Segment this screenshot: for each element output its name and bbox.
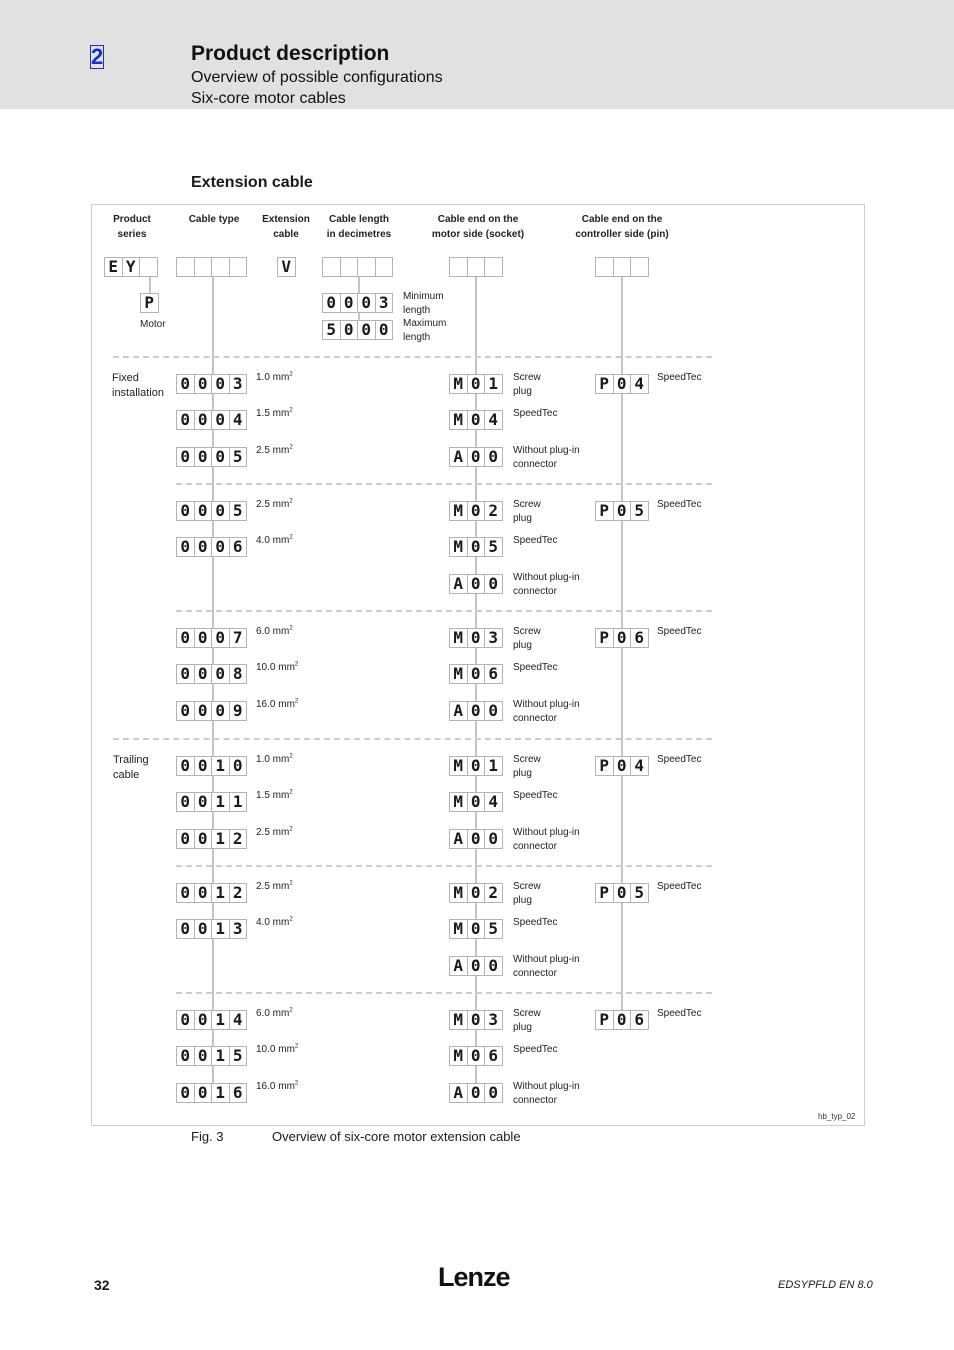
unit-superscript: 2 [294, 661, 299, 668]
cable-type-s6-r1-char-2: 0 [194, 1010, 213, 1030]
motor-end-s5-r3 [449, 956, 502, 976]
motor-end-s6-r2 [449, 1046, 502, 1066]
motor-end-s1-r1-char-3: 1 [484, 374, 503, 394]
motor-end-s3-r3-char-3: 0 [484, 701, 503, 721]
motor-end-s5-r3-char-2: 0 [467, 956, 486, 976]
column-header-product-series: Product series [113, 214, 151, 240]
cable-length-code-char-3 [357, 257, 376, 277]
cable-length-code-char-2 [340, 257, 359, 277]
cable-type-s6-r2-char-3: 1 [211, 1046, 230, 1066]
motor-end-s4-r2-char-2: 0 [467, 792, 486, 812]
motor-end-s2-r3 [449, 574, 502, 594]
header-band [0, 0, 954, 109]
cable-type-s5-r1-char-1: 0 [176, 883, 195, 903]
motor-end-s4-r2-char-3: 4 [484, 792, 503, 812]
cable-type-s4-r3-char-1: 0 [176, 829, 195, 849]
motor-end-s6-r2-char-2: 0 [467, 1046, 486, 1066]
motor-side-code-char-1 [449, 257, 468, 277]
motor-end-s5-r2-char-3: 5 [484, 919, 503, 939]
motor-end-s3-r3-char-1: A [449, 701, 468, 721]
cable-type-s1-r1-char-4: 3 [229, 374, 248, 394]
motor-end-s5-r1-char-3: 2 [484, 883, 503, 903]
cable-type-s4-r1 [176, 756, 246, 776]
cable-type-s4-r2-char-4: 1 [229, 792, 248, 812]
unit-superscript: 2 [289, 916, 293, 923]
document-reference: EDSYPFLD EN 8.0 [778, 1279, 873, 1291]
cable-type-s3-r1-char-3: 0 [211, 628, 230, 648]
controller-end-s5-char-2: 0 [613, 883, 632, 903]
motor-end-label-s1-r2: SpeedTec [513, 408, 558, 419]
controller-end-s2-char-3: 5 [630, 501, 649, 521]
cable-type-s3-r3-char-2: 0 [194, 701, 213, 721]
cable-type-s3-r3-char-1: 0 [176, 701, 195, 721]
conductor-size-s6-r1: 6.0 $mm^2$ [256, 1007, 293, 1019]
cable-type-s3-r3-char-4: 9 [229, 701, 248, 721]
controller-end-s3 [595, 628, 648, 648]
cable-type-s3-r1-char-1: 0 [176, 628, 195, 648]
motor-end-label-s2-r2: SpeedTec [513, 535, 558, 546]
controller-end-s1-char-1: P [595, 374, 614, 394]
controller-end-s5-char-1: P [595, 883, 614, 903]
motor-end-s2-r1-char-2: 0 [467, 501, 486, 521]
category-fixed-installation: Fixed installation [112, 372, 164, 399]
cable-type-code-char-2 [194, 257, 213, 277]
motor-end-s3-r2 [449, 664, 502, 684]
cable-type-s4-r2-char-1: 0 [176, 792, 195, 812]
controller-end-s3-char-2: 0 [613, 628, 632, 648]
figure-caption: Overview of six-core motor extension cable [272, 1129, 521, 1144]
motor-end-s3-r1-char-2: 0 [467, 628, 486, 648]
product-series-code-char-3 [139, 257, 158, 277]
motor-end-s3-r1 [449, 628, 502, 648]
motor-end-s5-r1-char-1: M [449, 883, 468, 903]
cable-type-s4-r3 [176, 829, 246, 849]
cable-type-s2-r1-char-2: 0 [194, 501, 213, 521]
motor-end-s4-r1-char-2: 0 [467, 756, 486, 776]
controller-end-s4-char-3: 4 [630, 756, 649, 776]
motor-end-s6-r1-char-2: 0 [467, 1010, 486, 1030]
cable-type-code-char-1 [176, 257, 195, 277]
cable-type-s1-r1-char-1: 0 [176, 374, 195, 394]
motor-end-s2-r2-char-2: 0 [467, 537, 486, 557]
conductor-size-s4-r3: 2.5 $mm^2$ [256, 826, 293, 838]
unit-superscript: 2 [289, 498, 293, 505]
cable-type-s1-r1 [176, 374, 246, 394]
motor-end-label-s6-r3: Without plug-in connector [513, 1081, 580, 1106]
cable-type-s5-r1-char-2: 0 [194, 883, 213, 903]
motor-end-s3-r1-char-1: M [449, 628, 468, 648]
conductor-size-s4-r2: 1.5 $mm^2$ [256, 789, 293, 801]
motor-end-s2-r2-char-3: 5 [484, 537, 503, 557]
controller-end-s1-char-3: 4 [630, 374, 649, 394]
cable-type-s4-r2-char-2: 0 [194, 792, 213, 812]
cable-type-s1-r1-char-3: 0 [211, 374, 230, 394]
motor-end-s5-r3-char-3: 0 [484, 956, 503, 976]
cable-type-s4-r2-char-3: 1 [211, 792, 230, 812]
unit-superscript: 2 [289, 407, 293, 414]
unit-superscript: 2 [289, 1007, 293, 1014]
column-header-cable-type: Cable type [188, 214, 240, 225]
min-length-code-char-2: 0 [340, 293, 359, 313]
category-trailing-cable: Trailing cable [113, 754, 149, 781]
controller-end-s6-char-1: P [595, 1010, 614, 1030]
motor-end-s6-r1 [449, 1010, 502, 1030]
cable-type-s3-r1-char-2: 0 [194, 628, 213, 648]
separator-3 [176, 610, 712, 612]
motor-end-s3-r1-char-3: 3 [484, 628, 503, 648]
cable-type-s2-r1 [176, 501, 246, 521]
motor-end-s2-r2 [449, 537, 502, 557]
extension-code [277, 257, 295, 277]
motor-end-s2-r3-char-1: A [449, 574, 468, 594]
controller-end-s3-char-3: 6 [630, 628, 649, 648]
controller-end-s4 [595, 756, 648, 776]
motor-end-label-s1-r1: Screw plug [513, 372, 541, 397]
motor-code-char-1: P [140, 293, 159, 313]
motor-end-s4-r3 [449, 829, 502, 849]
conductor-size-s3-r3: 16.0 $mm^2$ [256, 698, 299, 710]
controller-end-label-s3: SpeedTec [657, 626, 702, 637]
motor-end-s5-r2-char-2: 0 [467, 919, 486, 939]
min-length-label: Minimum length [403, 291, 444, 316]
conductor-size-s6-r3: 16.0 $mm^2$ [256, 1080, 299, 1092]
controller-end-s5 [595, 883, 648, 903]
controller-end-s4-char-1: P [595, 756, 614, 776]
conductor-size-s1-r2: 1.5 $mm^2$ [256, 407, 293, 419]
unit-superscript: 2 [289, 789, 293, 796]
section-title: Extension cable [191, 174, 313, 191]
cable-type-s6-r1-char-3: 1 [211, 1010, 230, 1030]
motor-end-s5-r1 [449, 883, 502, 903]
cable-type-s3-r1-char-4: 7 [229, 628, 248, 648]
separator-6 [176, 992, 712, 994]
cable-type-s4-r3-char-2: 0 [194, 829, 213, 849]
cable-length-code-char-4 [375, 257, 394, 277]
cable-type-code-char-3 [211, 257, 230, 277]
motor-side-code-char-2 [467, 257, 486, 277]
conductor-size-s2-r1: 2.5 $mm^2$ [256, 498, 293, 510]
cable-type-s3-r2 [176, 664, 246, 684]
motor-end-label-s5-r2: SpeedTec [513, 917, 558, 928]
motor-end-s6-r1-char-1: M [449, 1010, 468, 1030]
separator-4 [113, 738, 712, 740]
motor-end-s2-r2-char-1: M [449, 537, 468, 557]
motor-end-s5-r1-char-2: 0 [467, 883, 486, 903]
unit-superscript: 2 [289, 371, 293, 378]
cable-type-s2-r2-char-1: 0 [176, 537, 195, 557]
column-header-motor-side: Cable end on the motor side (socket) [431, 214, 525, 240]
min-length-code-char-1: 0 [322, 293, 341, 313]
separator-1 [113, 356, 712, 358]
motor-end-label-s6-r2: SpeedTec [513, 1044, 558, 1055]
controller-end-label-s5: SpeedTec [657, 881, 702, 892]
cable-type-s4-r1-char-1: 0 [176, 756, 195, 776]
motor-code [140, 293, 158, 313]
cable-type-s1-r1-char-2: 0 [194, 374, 213, 394]
cable-type-s1-r3 [176, 447, 246, 467]
cable-type-s6-r2-char-4: 5 [229, 1046, 248, 1066]
cable-length-code [322, 257, 392, 277]
motor-end-s2-r3-char-2: 0 [467, 574, 486, 594]
controller-end-label-s4: SpeedTec [657, 754, 702, 765]
max-length-code [322, 320, 392, 340]
cable-type-s1-r2-char-2: 0 [194, 410, 213, 430]
cable-type-s5-r2-char-3: 1 [211, 919, 230, 939]
cable-type-s3-r2-char-3: 0 [211, 664, 230, 684]
motor-end-label-s6-r1: Screw plug [513, 1008, 541, 1033]
controller-end-label-s6: SpeedTec [657, 1008, 702, 1019]
cable-type-s4-r2 [176, 792, 246, 812]
motor-end-label-s5-r3: Without plug-in connector [513, 954, 580, 979]
cable-type-s5-r1-char-3: 1 [211, 883, 230, 903]
controller-end-s2-char-2: 0 [613, 501, 632, 521]
unit-superscript: 2 [289, 880, 293, 887]
motor-end-s1-r2 [449, 410, 502, 430]
cable-type-s6-r3-char-4: 6 [229, 1083, 248, 1103]
max-length-label: Maximum length [403, 318, 447, 343]
cable-type-code [176, 257, 246, 277]
product-series-code-char-1: E [104, 257, 123, 277]
unit-superscript: 2 [294, 1080, 299, 1087]
cable-type-s6-r3 [176, 1083, 246, 1103]
motor-end-s6-r3-char-3: 0 [484, 1083, 503, 1103]
motor-end-s5-r2-char-1: M [449, 919, 468, 939]
cable-type-s3-r3 [176, 701, 246, 721]
cable-type-s6-r1-char-4: 4 [229, 1010, 248, 1030]
controller-end-s1-char-2: 0 [613, 374, 632, 394]
cable-type-s1-r3-char-1: 0 [176, 447, 195, 467]
motor-end-s1-r3-char-3: 0 [484, 447, 503, 467]
cable-type-s5-r2-char-1: 0 [176, 919, 195, 939]
unit-superscript: 2 [289, 444, 293, 451]
motor-end-s4-r2-char-1: M [449, 792, 468, 812]
cable-type-s1-r2-char-1: 0 [176, 410, 195, 430]
min-length-code-char-4: 3 [375, 293, 394, 313]
cable-type-code-char-4 [229, 257, 248, 277]
separator-2 [176, 483, 712, 485]
motor-side-code-char-3 [484, 257, 503, 277]
motor-end-label-s3-r3: Without plug-in connector [513, 699, 580, 724]
motor-end-s3-r2-char-1: M [449, 664, 468, 684]
cable-type-s1-r2 [176, 410, 246, 430]
page-number: 32 [94, 1277, 110, 1293]
controller-side-code-char-3 [630, 257, 649, 277]
cable-type-s4-r1-char-2: 0 [194, 756, 213, 776]
controller-side-code-char-2 [613, 257, 632, 277]
motor-end-s2-r1 [449, 501, 502, 521]
motor-end-label-s1-r3: Without plug-in connector [513, 445, 580, 470]
motor-end-s3-r3-char-2: 0 [467, 701, 486, 721]
controller-end-s6 [595, 1010, 648, 1030]
cable-type-s5-r2-char-2: 0 [194, 919, 213, 939]
cable-type-s6-r3-char-1: 0 [176, 1083, 195, 1103]
motor-end-s1-r2-char-2: 0 [467, 410, 486, 430]
motor-end-s4-r3-char-3: 0 [484, 829, 503, 849]
cable-type-s6-r1-char-1: 0 [176, 1010, 195, 1030]
motor-end-s4-r1-char-1: M [449, 756, 468, 776]
motor-end-label-s5-r1: Screw plug [513, 881, 541, 906]
cable-type-s3-r2-char-1: 0 [176, 664, 195, 684]
column-header-controller-side: Cable end on the controller side (pin) [575, 214, 669, 240]
unit-superscript: 2 [289, 826, 293, 833]
motor-label: Motor [140, 319, 166, 330]
cable-type-s4-r1-char-4: 0 [229, 756, 248, 776]
cable-type-s1-r2-char-3: 0 [211, 410, 230, 430]
controller-end-s6-char-2: 0 [613, 1010, 632, 1030]
motor-end-label-s2-r1: Screw plug [513, 499, 541, 524]
conductor-size-s6-r2: 10.0 $mm^2$ [256, 1043, 299, 1055]
cable-type-s3-r2-char-2: 0 [194, 664, 213, 684]
page-subtitle-2: Six-core motor cables [191, 90, 346, 107]
cable-type-s2-r1-char-3: 0 [211, 501, 230, 521]
motor-end-s6-r3-char-2: 0 [467, 1083, 486, 1103]
conductor-size-s1-r1: 1.0 $mm^2$ [256, 371, 293, 383]
motor-end-s2-r1-char-3: 2 [484, 501, 503, 521]
motor-end-s3-r2-char-3: 6 [484, 664, 503, 684]
lenze-logo: Lenze [438, 1262, 510, 1292]
motor-end-s2-r1-char-1: M [449, 501, 468, 521]
unit-superscript: 2 [289, 625, 293, 632]
motor-end-s6-r2-char-1: M [449, 1046, 468, 1066]
motor-end-s6-r3 [449, 1083, 502, 1103]
unit-superscript: 2 [289, 534, 293, 541]
min-length-code [322, 293, 392, 313]
motor-end-label-s4-r1: Screw plug [513, 754, 541, 779]
motor-end-s4-r3-char-1: A [449, 829, 468, 849]
conductor-size-s2-r2: 4.0 $mm^2$ [256, 534, 293, 546]
cable-type-s1-r2-char-4: 4 [229, 410, 248, 430]
separator-5 [176, 865, 712, 867]
cable-type-s1-r3-char-4: 5 [229, 447, 248, 467]
cable-type-s5-r2-char-4: 3 [229, 919, 248, 939]
controller-end-s2 [595, 501, 648, 521]
motor-end-s3-r3 [449, 701, 502, 721]
product-series-code-char-2: Y [122, 257, 141, 277]
max-length-code-char-4: 0 [375, 320, 394, 340]
figure-reference: hb_typ_02 [818, 1112, 856, 1121]
motor-end-s1-r1-char-1: M [449, 374, 468, 394]
conductor-size-s1-r3: 2.5 $mm^2$ [256, 444, 293, 456]
conductor-size-s3-r2: 10.0 $mm^2$ [256, 661, 299, 673]
motor-end-s4-r2 [449, 792, 502, 812]
controller-end-s2-char-1: P [595, 501, 614, 521]
motor-end-label-s2-r3: Without plug-in connector [513, 572, 580, 597]
column-header-extension-cable: Extension cable [262, 214, 310, 240]
motor-end-s4-r3-char-2: 0 [467, 829, 486, 849]
motor-end-s1-r1-char-2: 0 [467, 374, 486, 394]
unit-superscript: 2 [289, 753, 293, 760]
cable-type-s3-r3-char-3: 0 [211, 701, 230, 721]
cable-type-s6-r2 [176, 1046, 246, 1066]
controller-end-s5-char-3: 5 [630, 883, 649, 903]
motor-end-s3-r2-char-2: 0 [467, 664, 486, 684]
conductor-size-s5-r1: 2.5 $mm^2$ [256, 880, 293, 892]
cable-type-s6-r2-char-2: 0 [194, 1046, 213, 1066]
chapter-number[interactable]: 2 [91, 44, 104, 69]
cable-type-s6-r2-char-1: 0 [176, 1046, 195, 1066]
cable-type-s5-r2 [176, 919, 246, 939]
motor-end-s5-r2 [449, 919, 502, 939]
motor-end-s4-r1-char-3: 1 [484, 756, 503, 776]
motor-end-s5-r3-char-1: A [449, 956, 468, 976]
cable-type-s2-r2-char-2: 0 [194, 537, 213, 557]
motor-end-s2-r3-char-3: 0 [484, 574, 503, 594]
motor-side-code [449, 257, 502, 277]
unit-superscript: 2 [294, 698, 299, 705]
cable-type-s4-r1-char-3: 1 [211, 756, 230, 776]
cable-type-s4-r3-char-3: 1 [211, 829, 230, 849]
product-series-line [149, 276, 151, 293]
controller-side-code-char-1 [595, 257, 614, 277]
cable-type-s2-r2-char-4: 6 [229, 537, 248, 557]
controller-end-s3-char-1: P [595, 628, 614, 648]
extension-code-char-1: V [277, 257, 296, 277]
cable-type-s5-r1 [176, 883, 246, 903]
cable-type-s2-r2 [176, 537, 246, 557]
cable-type-s3-r2-char-4: 8 [229, 664, 248, 684]
motor-end-s1-r1 [449, 374, 502, 394]
cable-type-s4-r3-char-4: 2 [229, 829, 248, 849]
motor-end-label-s3-r1: Screw plug [513, 626, 541, 651]
page-subtitle-1: Overview of possible configurations [191, 69, 443, 86]
motor-end-label-s4-r3: Without plug-in connector [513, 827, 580, 852]
cable-type-s1-r3-char-3: 0 [211, 447, 230, 467]
max-length-code-char-3: 0 [357, 320, 376, 340]
cable-type-s5-r1-char-4: 2 [229, 883, 248, 903]
motor-end-s6-r1-char-3: 3 [484, 1010, 503, 1030]
motor-end-s4-r1 [449, 756, 502, 776]
controller-end-label-s2: SpeedTec [657, 499, 702, 510]
cable-type-s3-r1 [176, 628, 246, 648]
motor-end-s1-r2-char-1: M [449, 410, 468, 430]
cable-type-s2-r2-char-3: 0 [211, 537, 230, 557]
controller-end-s4-char-2: 0 [613, 756, 632, 776]
controller-end-s1 [595, 374, 648, 394]
motor-end-s6-r3-char-1: A [449, 1083, 468, 1103]
conductor-size-s3-r1: 6.0 $mm^2$ [256, 625, 293, 637]
cable-type-s2-r1-char-4: 5 [229, 501, 248, 521]
figure-number: Fig. 3 [191, 1129, 224, 1144]
column-header-cable-length: Cable length in decimetres [326, 214, 392, 240]
max-length-code-char-1: 5 [322, 320, 341, 340]
cable-type-s1-r3-char-2: 0 [194, 447, 213, 467]
conductor-size-s5-r2: 4.0 $mm^2$ [256, 916, 293, 928]
unit-superscript: 2 [294, 1043, 299, 1050]
product-series-code [104, 257, 157, 277]
motor-end-s1-r3-char-1: A [449, 447, 468, 467]
conductor-size-s4-r1: 1.0 $mm^2$ [256, 753, 293, 765]
cable-type-s6-r3-char-3: 1 [211, 1083, 230, 1103]
motor-end-s1-r2-char-3: 4 [484, 410, 503, 430]
cable-length-code-char-1 [322, 257, 341, 277]
controller-side-code [595, 257, 648, 277]
motor-end-label-s3-r2: SpeedTec [513, 662, 558, 673]
page-title: Product description [191, 42, 390, 65]
min-length-code-char-3: 0 [357, 293, 376, 313]
controller-end-label-s1: SpeedTec [657, 372, 702, 383]
motor-end-s1-r3-char-2: 0 [467, 447, 486, 467]
cable-type-s2-r1-char-1: 0 [176, 501, 195, 521]
cable-type-s6-r1 [176, 1010, 246, 1030]
motor-end-s1-r3 [449, 447, 502, 467]
controller-end-s6-char-3: 6 [630, 1010, 649, 1030]
max-length-code-char-2: 0 [340, 320, 359, 340]
cable-type-s6-r3-char-2: 0 [194, 1083, 213, 1103]
motor-end-s6-r2-char-3: 6 [484, 1046, 503, 1066]
motor-end-label-s4-r2: SpeedTec [513, 790, 558, 801]
